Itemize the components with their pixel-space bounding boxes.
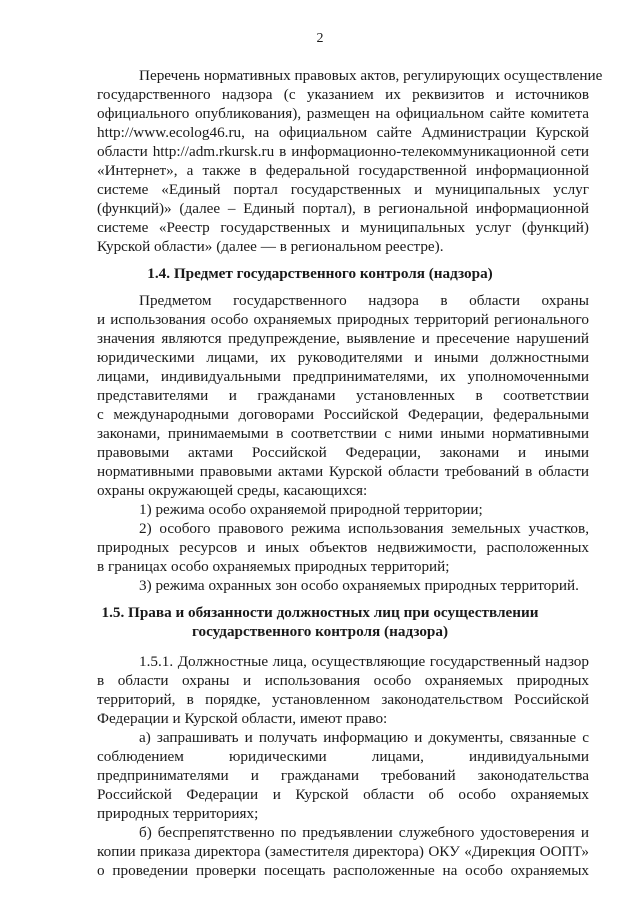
list-item: 2) особого правового режима использования земельных участков, xyxy=(139,520,589,537)
text-line: в области охраны и использования особо охраняемых природных xyxy=(97,672,589,689)
text-line: копии приказа директора (заместителя директора) ОКУ «Дирекция ООПТ» xyxy=(97,843,589,860)
text-line: Федерации и Курской области, имеют право: xyxy=(97,710,388,727)
text-line: предпринимателями и гражданами требований законодательства xyxy=(97,767,589,784)
text-line: представителями и гражданами установленных в соответствии xyxy=(97,387,589,404)
text-line: охраны окружающей среды, касающихся: xyxy=(97,482,368,499)
text-line: государственного надзора (с указанием их реквизитов и источников xyxy=(97,86,589,103)
list-item: 1) режима особо охраняемой природной территории; xyxy=(139,501,483,518)
text-line: 1.5.1. Должностные лица, осуществляющие государственный надзор xyxy=(139,653,589,670)
text-line: о проведении проверки посещать расположенные на особо охраняемых xyxy=(97,862,589,879)
text-line: природных ресурсов и иных объектов недвижимости, расположенных xyxy=(97,539,589,556)
text-line: лицами, индивидуальными предпринимателями, их уполномоченными xyxy=(97,368,589,385)
text-line: http://www.ecolog46.ru, на официальном сайте Администрации Курской xyxy=(97,124,589,141)
section-heading-1-5: 1.5. Права и обязанности должностных лиц при осуществлении xyxy=(101,604,539,621)
text-line: Предметом государственного надзора в области охраны xyxy=(139,292,589,309)
text-line: юридическими лицами, их руководителями и иными должностными xyxy=(97,349,589,366)
text-line: природных территориях; xyxy=(97,805,259,822)
list-item: а) запрашивать и получать информацию и документы, связанные с xyxy=(139,729,589,746)
text-line: области http://adm.rkursk.ru в информационно-телекоммуникационной сети xyxy=(97,143,589,160)
text-line: в границах особо охраняемых природных территорий; xyxy=(97,558,450,575)
text-line: соблюдением юридическими лицами, индивидуальными xyxy=(97,748,589,765)
text-line: Перечень нормативных правовых актов, регулирующих осуществление xyxy=(139,67,603,84)
text-line: значения являются предупреждение, выявление и пресечение нарушений xyxy=(97,330,589,347)
text-line: системе «Единый портал государственных и муниципальных услуг xyxy=(97,181,589,198)
text-line: правовыми актами Российской Федерации, законами и иными xyxy=(97,444,589,461)
text-line: «Интернет», а также в федеральной государственной информационной xyxy=(97,162,589,179)
text-line: системе «Реестр государственных и муниципальных услуг (функций) xyxy=(97,219,589,236)
text-line: с международными договорами Российской Федерации, федеральными xyxy=(97,406,589,423)
text-line: Российской Федерации и Курской области об особо охраняемых xyxy=(97,786,589,803)
text-line: официального опубликования), размещен на официальном сайте комитета xyxy=(97,105,589,122)
text-line: (функций)» (далее – Единый портал), в региональной информационной xyxy=(97,200,589,217)
text-line: Курской области» (далее — в региональном реестре). xyxy=(97,238,444,255)
text-line: и использования особо охраняемых природных территорий регионального xyxy=(97,311,589,328)
text-line: территорий, в порядке, установленном законодательством Российской xyxy=(97,691,589,708)
section-heading-1-4: 1.4. Предмет государственного контроля (надзора) xyxy=(147,265,493,282)
page-number: 2 xyxy=(316,31,324,46)
list-item: б) беспрепятственно по предъявлении служебного удостоверения и xyxy=(139,824,589,841)
text-line: законами, принимаемыми в соответствии с ними иными нормативными xyxy=(97,425,589,442)
section-heading-1-5-cont: государственного контроля (надзора) xyxy=(191,623,449,640)
text-line: нормативными правовыми актами Курской области требований в области xyxy=(97,463,589,480)
list-item: 3) режима охранных зон особо охраняемых природных территорий. xyxy=(139,577,579,594)
